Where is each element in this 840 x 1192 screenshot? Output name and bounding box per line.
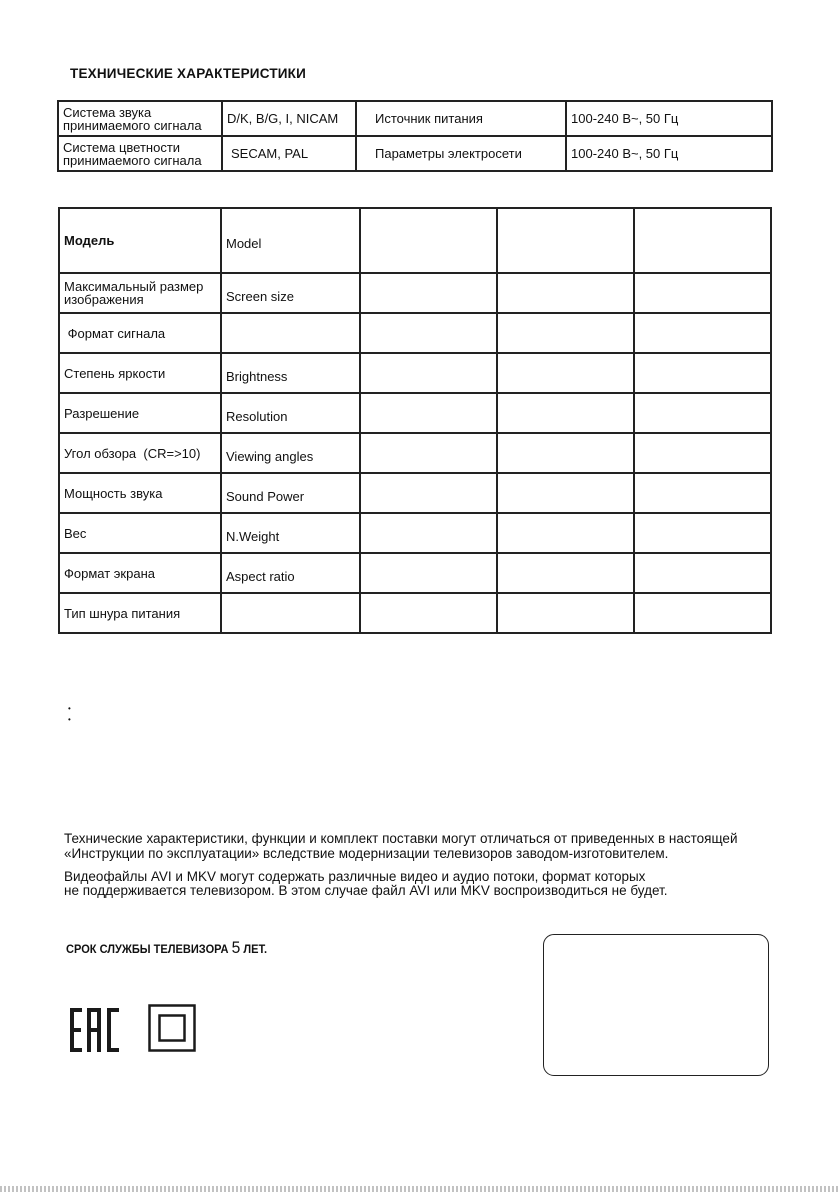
spec-label: Разрешение xyxy=(59,393,221,433)
spec-label-en xyxy=(221,313,360,353)
signal-label: Система звука принимаемого сигнала xyxy=(58,101,222,136)
spec-label: Угол обзора (CR=>10) xyxy=(59,433,221,473)
double-insulation-icon xyxy=(148,1004,196,1052)
table-row xyxy=(59,433,771,473)
table-row xyxy=(58,101,772,136)
spec-value xyxy=(634,473,771,513)
spec-value xyxy=(497,473,634,513)
table-row xyxy=(59,273,771,313)
spec-value xyxy=(360,353,497,393)
spec-label: Модель xyxy=(59,208,221,273)
signal-value: SECAM, PAL xyxy=(222,136,356,171)
spec-label-en: Resolution xyxy=(221,393,360,433)
spec-label: Степень яркости xyxy=(59,353,221,393)
spec-label-en xyxy=(221,593,360,633)
spec-value xyxy=(634,353,771,393)
spec-label: Формат сигнала xyxy=(59,313,221,353)
spec-value xyxy=(497,433,634,473)
signal-table xyxy=(57,100,773,172)
table-row xyxy=(59,353,771,393)
spec-value xyxy=(497,393,634,433)
bullet: • xyxy=(68,715,71,724)
spec-value xyxy=(497,553,634,593)
spec-label: Вес xyxy=(59,513,221,553)
table-row xyxy=(58,136,772,171)
spec-value xyxy=(634,208,771,273)
power-value: 100-240 В~, 50 Гц xyxy=(566,136,772,171)
table-row xyxy=(59,208,771,273)
spec-label-en: Model xyxy=(221,208,360,273)
spec-value xyxy=(497,513,634,553)
note-text: Технические характеристики, функции и комплект поставки могут отличаться от приведенных в настоящей xyxy=(64,831,738,846)
power-label: Источник питания xyxy=(356,101,566,136)
spec-label-en: Aspect ratio xyxy=(221,553,360,593)
spec-value xyxy=(497,313,634,353)
spec-value xyxy=(360,553,497,593)
page-title: ТЕХНИЧЕСКИЕ ХАРАКТЕРИСТИКИ xyxy=(70,66,307,81)
spec-label: Формат экрана xyxy=(59,553,221,593)
spec-value xyxy=(497,273,634,313)
scan-edge xyxy=(0,1186,840,1192)
spec-label-en: Brightness xyxy=(221,353,360,393)
spec-value xyxy=(634,513,771,553)
table-row xyxy=(59,393,771,433)
spec-value xyxy=(360,313,497,353)
table-row xyxy=(59,553,771,593)
spec-value xyxy=(360,208,497,273)
spec-value xyxy=(634,273,771,313)
label-box xyxy=(543,934,769,1076)
service-life: СРОК СЛУЖБЫ ТЕЛЕВИЗОРА 5 ЛЕТ. xyxy=(66,938,268,957)
spec-value xyxy=(497,353,634,393)
note-text: не поддерживается телевизором. В этом случае файл AVI или MKV воспроизводиться не будет. xyxy=(64,883,668,898)
spec-label-en: Sound Power xyxy=(221,473,360,513)
bullet: • xyxy=(68,704,71,713)
spec-value xyxy=(360,273,497,313)
spec-value xyxy=(497,593,634,633)
spec-value xyxy=(634,553,771,593)
note-text: «Инструкции по эксплуатации» вследствие модернизации телевизоров заводом-изготовителем. xyxy=(64,846,669,861)
note-text: Видеофайлы AVI и MKV могут содержать различные видео и аудио потоки, формат которых xyxy=(64,869,646,884)
spec-label: Мощность звука xyxy=(59,473,221,513)
table-row xyxy=(59,513,771,553)
spec-label-en: N.Weight xyxy=(221,513,360,553)
table-row xyxy=(59,473,771,513)
table-row xyxy=(59,313,771,353)
spec-label-en: Viewing angles xyxy=(221,433,360,473)
spec-label: Максимальный размер изображения xyxy=(59,273,221,313)
spec-label-en: Screen size xyxy=(221,273,360,313)
signal-value: D/K, B/G, I, NICAM xyxy=(222,101,356,136)
spec-value xyxy=(634,393,771,433)
spec-label: Тип шнура питания xyxy=(59,593,221,633)
eac-mark-icon xyxy=(70,1008,120,1052)
spec-value xyxy=(497,208,634,273)
spec-value xyxy=(360,433,497,473)
spec-value xyxy=(360,513,497,553)
spec-value xyxy=(634,593,771,633)
power-value: 100-240 В~, 50 Гц xyxy=(566,101,772,136)
spec-value xyxy=(360,393,497,433)
spec-table xyxy=(58,207,772,634)
table-row xyxy=(59,593,771,633)
spec-value xyxy=(360,473,497,513)
power-label: Параметры электросети xyxy=(356,136,566,171)
spec-value xyxy=(634,313,771,353)
spec-value xyxy=(634,433,771,473)
spec-value xyxy=(360,593,497,633)
signal-label: Система цветности принимаемого сигнала xyxy=(58,136,222,171)
